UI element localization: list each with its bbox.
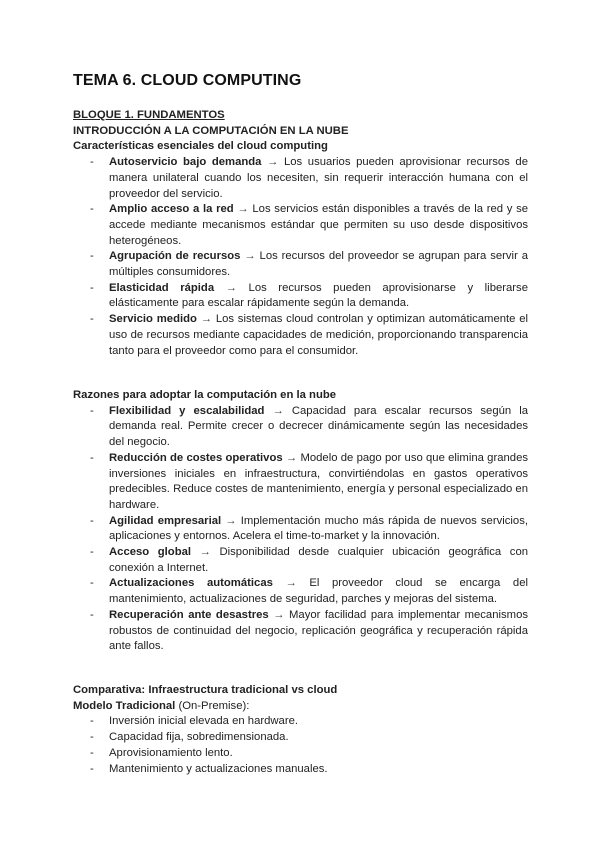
arrow-icon: → bbox=[237, 203, 249, 216]
arrow-icon: → bbox=[199, 546, 211, 559]
list-item: - Acceso global → Disponibilidad desde cualquier ubicación geográfica con conexión a Internet. bbox=[73, 545, 528, 576]
modelo-tradicional-list bbox=[73, 714, 528, 777]
intro-heading: INTRODUCCIÓN A LA COMPUTACIÓN EN LA NUBE bbox=[73, 124, 349, 137]
caracteristicas-heading: Características esenciales del cloud computing bbox=[73, 140, 328, 153]
list-item: - Recuperación ante desastres → Mayor facilidad para implementar mecanismos robustos de continuidad del negocio, replicación geográfica y recuperación rápida ante fallos. bbox=[73, 608, 528, 655]
list-item: - Agilidad empresarial → Implementación mucho más rápida de nuevos servicios, aplicaciones y entornos. Acelera el time-to-market y la innovación. bbox=[73, 514, 528, 545]
arrow-icon: → bbox=[200, 313, 213, 326]
list-item: - Mantenimiento y actualizaciones manuales. bbox=[73, 762, 528, 778]
razones-list bbox=[73, 404, 528, 655]
list-item: - Servicio medido → Los sistemas cloud controlan y optimizan automáticamente el uso de recursos mediante capacidades de medición, proporcionando transparencia tanto para el proveedor como para el consumidor. bbox=[73, 312, 528, 359]
razones-heading: Razones para adoptar la computación en la nube bbox=[73, 389, 337, 401]
comparativa-heading: Comparativa: Infraestructura tradicional vs cloud bbox=[73, 684, 338, 696]
list-item: - Elasticidad rápida → Los recursos pueden aprovisionarse y liberarse elásticamente para escalar rápidamente según la demanda. bbox=[73, 281, 528, 312]
list-item: - Inversión inicial elevada en hardware. bbox=[73, 714, 528, 730]
arrow-icon: → bbox=[225, 514, 237, 527]
caracteristicas-list bbox=[73, 155, 528, 359]
arrow-icon: → bbox=[267, 156, 279, 169]
list-item: - Reducción de costes operativos → Modelo de pago por uso que elimina grandes inversiones iniciales en infraestructura, convirtiéndolas en gastos operativos predecibles. Reduce costes de mantenimiento, energía y personal especializado en hardware. bbox=[73, 451, 528, 514]
list-item: - Flexibilidad y escalabilidad → Capacidad para escalar recursos según la demanda real. Permite crecer o decrecer dinámicamente según las necesidades del negocio. bbox=[73, 404, 528, 451]
modelo-tradicional-line: Modelo Tradicional (On-Premise): bbox=[73, 699, 250, 712]
arrow-icon: → bbox=[244, 250, 256, 263]
arrow-icon: → bbox=[285, 577, 297, 590]
comparativa-section bbox=[73, 683, 528, 777]
page-title: TEMA 6. CLOUD COMPUTING bbox=[73, 72, 302, 89]
list-item: - Actualizaciones automáticas → El proveedor cloud se encarga del mantenimiento, actualizaciones de seguridad, parches y mejoras del sistema. bbox=[73, 576, 528, 607]
arrow-icon: → bbox=[273, 608, 285, 621]
list-item: - Autoservicio bajo demanda → Los usuarios pueden aprovisionar recursos de manera unilateral cuando los necesiten, sin requerir interacción humana con el proveedor del servicio. bbox=[73, 155, 528, 202]
list-item: - Capacidad fija, sobredimensionada. bbox=[73, 730, 528, 746]
arrow-icon: → bbox=[225, 281, 237, 294]
arrow-icon: → bbox=[285, 451, 298, 464]
list-item: - Amplio acceso a la red → Los servicios están disponibles a través de la red y se accede mediante mecanismos estándar que permiten su uso desde dispositivos heterogéneos. bbox=[73, 202, 528, 249]
list-item: - Agrupación de recursos → Los recursos del proveedor se agrupan para servir a múltiples consumidores. bbox=[73, 249, 528, 280]
section-header bbox=[73, 108, 528, 359]
list-item: - Aprovisionamiento lento. bbox=[73, 746, 528, 762]
razones-section bbox=[73, 388, 528, 655]
bloque-heading: BLOQUE 1. FUNDAMENTOS bbox=[73, 109, 225, 121]
arrow-icon: → bbox=[272, 404, 284, 417]
